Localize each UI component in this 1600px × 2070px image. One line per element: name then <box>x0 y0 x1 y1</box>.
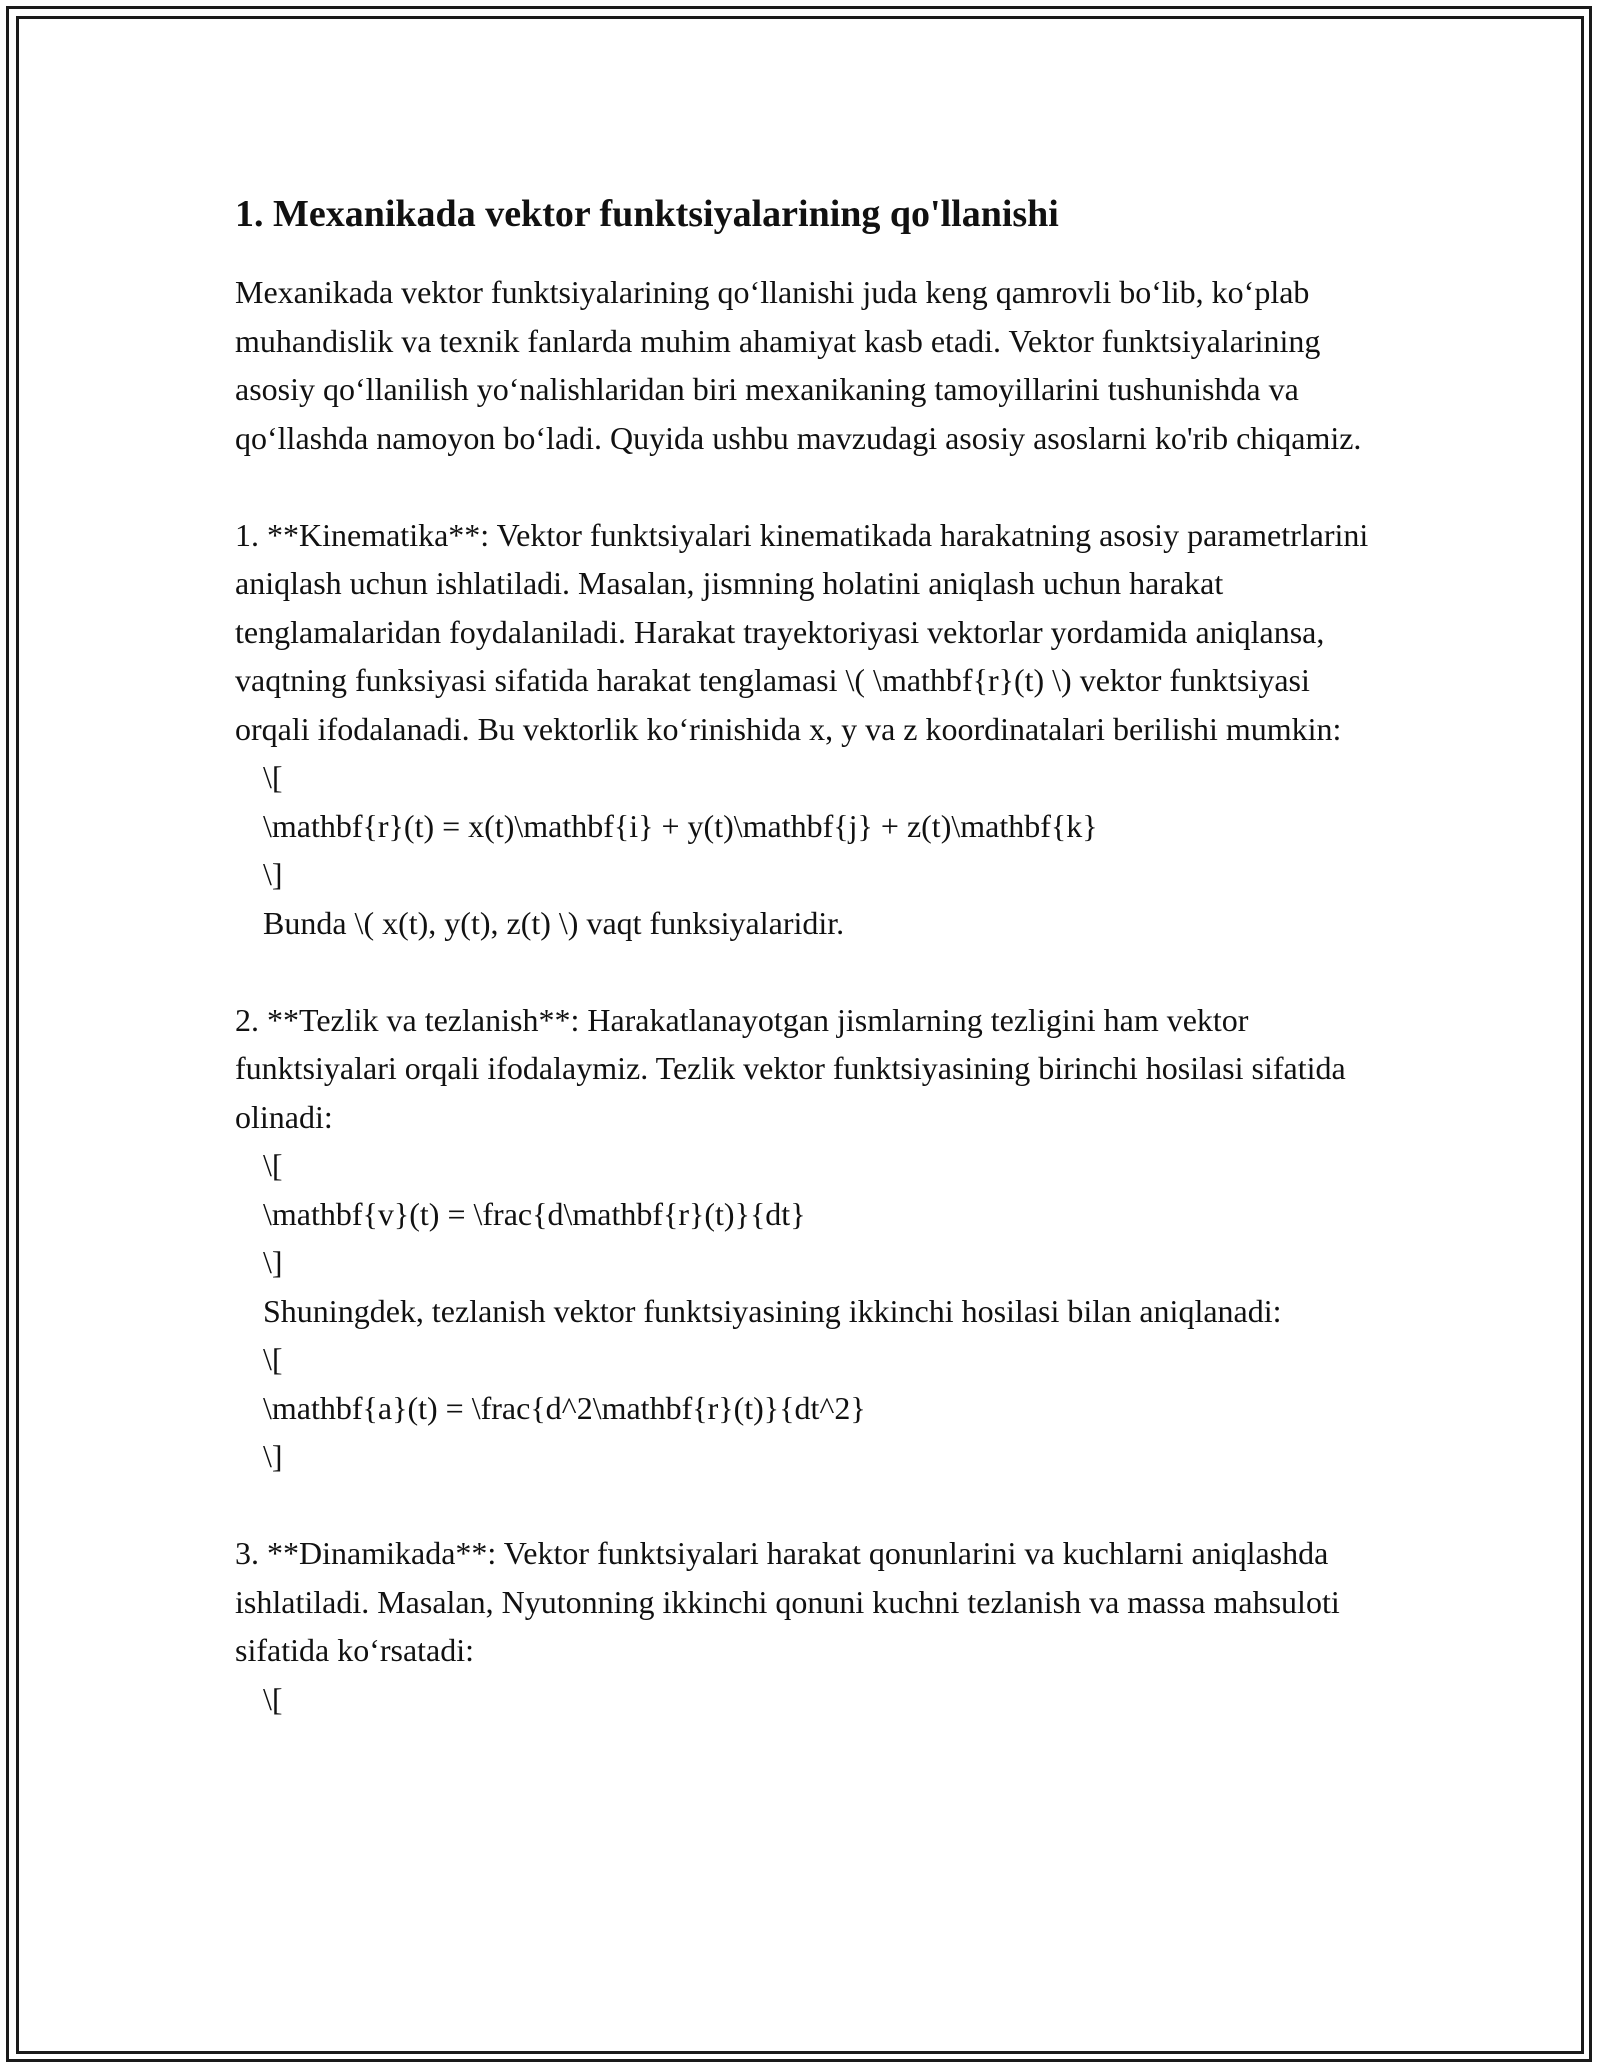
formula-open-bracket: \[ <box>263 1680 283 1717</box>
formula-open-bracket: \[ <box>263 1147 283 1183</box>
paragraph-gap <box>235 462 1385 511</box>
dinamika-paragraph: 3. **Dinamikada**: Vektor funktsiyalari harakat qonunlarini va kuchlarni aniqlashda ishlatiladi. Masalan, Nyutonning ikkinchi qonuni kuchni tezlanish va massa mahsuloti sifatida ko‘rsatadi: <box>235 1535 1348 1668</box>
tezlanish-text: Shuningdek, tezlanish vektor funktsiyasining ikkinchi hosilasi bilan aniqlanadi: <box>263 1292 1282 1329</box>
formula-open-bracket: \[ <box>263 759 283 795</box>
position-vector-formula: \mathbf{r}(t) = x(t)\mathbf{i} + y(t)\mathbf{j} + z(t)\mathbf{k} <box>263 807 1098 844</box>
formula-explanation: Bunda \( x(t), y(t), z(t) \) vaqt funksiyalaridir. <box>263 904 845 941</box>
velocity-formula: \mathbf{v}(t) = \frac{d\mathbf{r}(t)}{dt} <box>263 1195 806 1232</box>
formula-close-bracket: \] <box>263 1438 283 1474</box>
formula-close-bracket: \] <box>263 1244 283 1280</box>
tezlanish-paragraph <box>235 1287 1385 1336</box>
acceleration-formula: \mathbf{a}(t) = \frac{d^2\mathbf{r}(t)}{dt^2} <box>263 1389 866 1426</box>
kinematika-paragraph: 1. **Kinematika**: Vektor funktsiyalari kinematikada harakatning asosiy parametrlarini aniqlash uchun ishlatiladi. Masalan, jismning holatini aniqlash uchun harakat tenglamalaridan foydalaniladi. Harakat trayektoriyasi vektorlar yordamida aniqlansa, vaqtning funksiyasi sifatida harakat tenglamasi \( \mathbf{r}(t) \) vektor funktsiyasi orqali ifodalanadi. Bu vektorlik ko‘rinishida x, y va z koordinatalari berilishi mumkin: <box>235 516 1377 747</box>
paragraph-gap <box>235 1481 1385 1530</box>
section-heading: 1. Mexanikada vektor funktsiyalarining qo'llanishi <box>235 193 1059 235</box>
document-body <box>235 186 1385 1723</box>
formula-close-bracket: \] <box>263 856 283 892</box>
intro-paragraph: Mexanikada vektor funktsiyalarining qo‘llanishi juda keng qamrovli bo‘lib, ko‘plab muhandislik va texnik fanlarda muhim ahamiyat kasb etadi. Vektor funktsiyalarining asosiy qo‘llanilish yo‘nalishlaridan biri mexanikaning tamoyillarini tushunishda va qo‘llashda namoyon bo‘ladi. Quyida ushbu mavzudagi asosiy asoslarni ko'rib chiqamiz. <box>235 274 1362 456</box>
paragraph-gap <box>235 947 1385 996</box>
formula-open-bracket: \[ <box>263 1341 283 1377</box>
tezlik-paragraph: 2. **Tezlik va tezlanish**: Harakatlanayotgan jismlarning tezligini ham vektor funktsiyalari orqali ifodalaymiz. Tezlik vektor funktsiyasining birinchi hosilasi sifatida olinadi: <box>235 1001 1354 1135</box>
